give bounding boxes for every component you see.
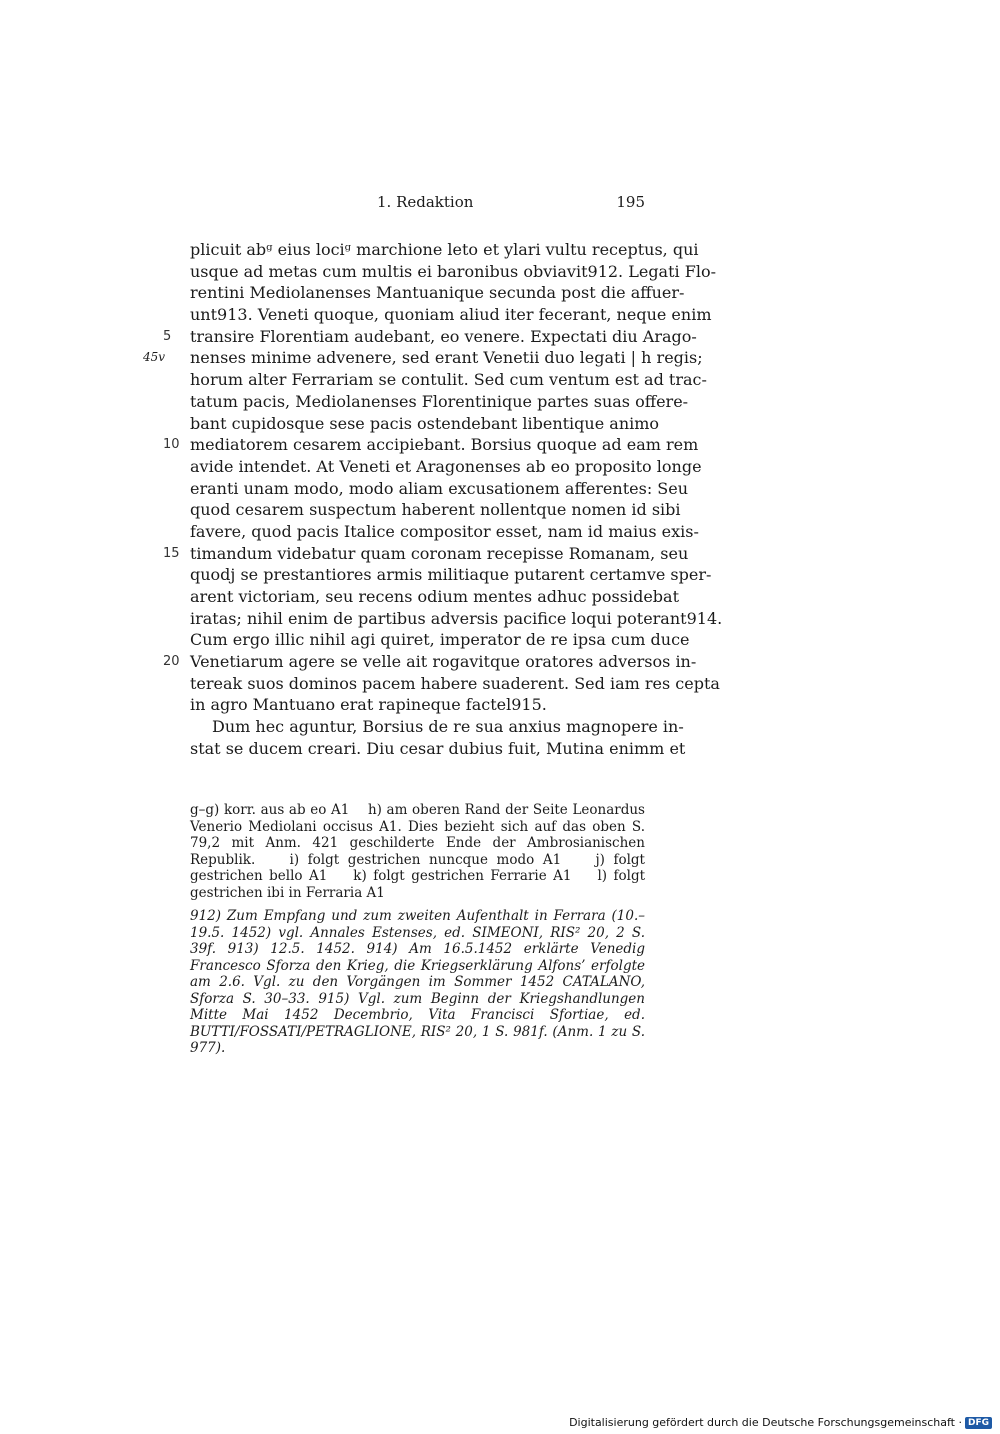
dfg-logo-icon: DFG <box>965 1417 992 1429</box>
text-line: avide intendet. At Veneti et Aragonenses ab eo proposito longe <box>190 456 702 476</box>
text-line: 20 Venetiarum agere se velle ait rogavitque oratores adversos in- <box>163 652 697 672</box>
text-line: 10 mediatorem cesarem accipiebant. Borsius quoque ad eam rem <box>163 435 699 455</box>
text-line: eranti unam modo, modo aliam excusationem afferentes: Seu <box>190 478 689 498</box>
text-line: tatum pacis, Mediolanenses Florentinique partes suas offere- <box>190 391 689 411</box>
text-line: rentini Mediolanenses Mantuanique secunda post die affuer- <box>190 283 685 303</box>
line-number: 20 <box>163 654 180 670</box>
page-number: 195 <box>616 193 645 211</box>
line-number: 10 <box>163 437 180 453</box>
apparatus-note-l: l) folgt gestrichen ibi in Ferraria A1 <box>190 868 646 901</box>
dfg-credit <box>569 1416 992 1429</box>
text-line: iratas; nihil enim de partibus adversis pacifice loqui poterant914. <box>190 608 723 628</box>
text-line: usque ad metas cum multis ei baronibus obviavit912. Legati Flo- <box>190 261 716 281</box>
main-text <box>143 239 723 760</box>
critical-apparatus <box>190 802 645 901</box>
text-line: quod cesarem suspectum haberent nollentque nomen id sibi <box>190 500 681 520</box>
text-line: quodj se prestantiores armis militiaque putarent certamve sper- <box>190 565 712 585</box>
line-number: 5 <box>163 328 172 344</box>
apparatus-note-i: i) folgt gestrichen nuncque modo A1 <box>289 851 562 868</box>
footnotes: 912) Zum Empfang und zum zweiten Aufenthalt in Ferrara (10.–19.5. 1452) vgl. Annales Estenses, ed. SIMEONI, RIS² 20, 2 S. 39f. 913) 12.5. 1452. 914) Am 16.5.1452 erklärte Venedig Francesco Sforza den Krieg, die Kriegserklärung Alfons’ erfolgte am 2.6. Vgl. zu den Vorgängen im Sommer 1452 CATALANO, Sforza S. 30–33. 915) Vgl. zum Beginn der Kriegshandlungen Mitte Mai 1452 Decembrio, Vita Francisci Sfortiae, ed. BUTTI/FOSSATI/PETRAGLIONE, RIS² 20, 1 S. 981f. (Anm. 1 zu S. 977). <box>190 908 645 1056</box>
text-line: tereak suos dominos pacem habere suaderent. Sed iam res cepta <box>190 673 720 693</box>
text-line: Cum ergo illic nihil agi quiret, imperator de re ipsa cum duce <box>190 630 690 650</box>
text-line: arent victoriam, seu recens odium mentes adhuc possidebat <box>190 587 679 606</box>
apparatus-note-h: h) am oberen Rand der Seite Leonardus Venerio Mediolani occisus A1. Dies bezieht sich auf das oben S. 79,2 mit Anm. 421 geschilderte Ende der Ambrosianischen Republik. <box>190 802 645 868</box>
text-line: 5 transire Florentiam audebant, eo venere. Expectati diu Arago- <box>163 326 697 346</box>
text-line: Dum hec aguntur, Borsius de re sua anxius magnopere in- <box>212 717 684 737</box>
text-line: 15 timandum videbatur quam coronam recepisse Romanam, seu <box>163 543 689 563</box>
text-line: 45v nenses minime advenere, sed erant Venetii duo legati | h regis; <box>143 348 703 368</box>
text-line: stat se ducem creari. Diu cesar dubius fuit, Mutina enimm et <box>190 738 686 758</box>
running-title: 1. Redaktion <box>377 193 474 211</box>
line-number: 15 <box>163 545 180 561</box>
folio-mark: 45v <box>143 350 166 365</box>
credit-text: Digitalisierung gefördert durch die Deutsche Forschungsgemeinschaft · <box>569 1416 962 1429</box>
text-line: bant cupidosque sese pacis ostendebant libentique animo <box>190 413 660 433</box>
apparatus-note-k: k) folgt gestrichen Ferrarie A1 <box>353 868 572 884</box>
text-line: horum alter Ferrariam se contulit. Sed cum ventum est ad trac- <box>190 370 707 390</box>
text-line: plicuit abᵍ eius lociᵍ marchione leto et ylari vultu receptus, qui <box>190 240 699 259</box>
text-line: unt913. Veneti quoque, quoniam aliud iter fecerant, neque enim <box>190 305 712 325</box>
text-line: in agro Mantuano erat rapineque factel915. <box>190 695 547 715</box>
text-line: favere, quod pacis Italice compositor esset, nam id maius exis- <box>190 521 699 541</box>
apparatus-note-g: g–g) korr. aus ab eo A1 <box>190 802 350 818</box>
apparatus-note-j: j) folgt gestrichen bello A1 <box>190 851 645 884</box>
